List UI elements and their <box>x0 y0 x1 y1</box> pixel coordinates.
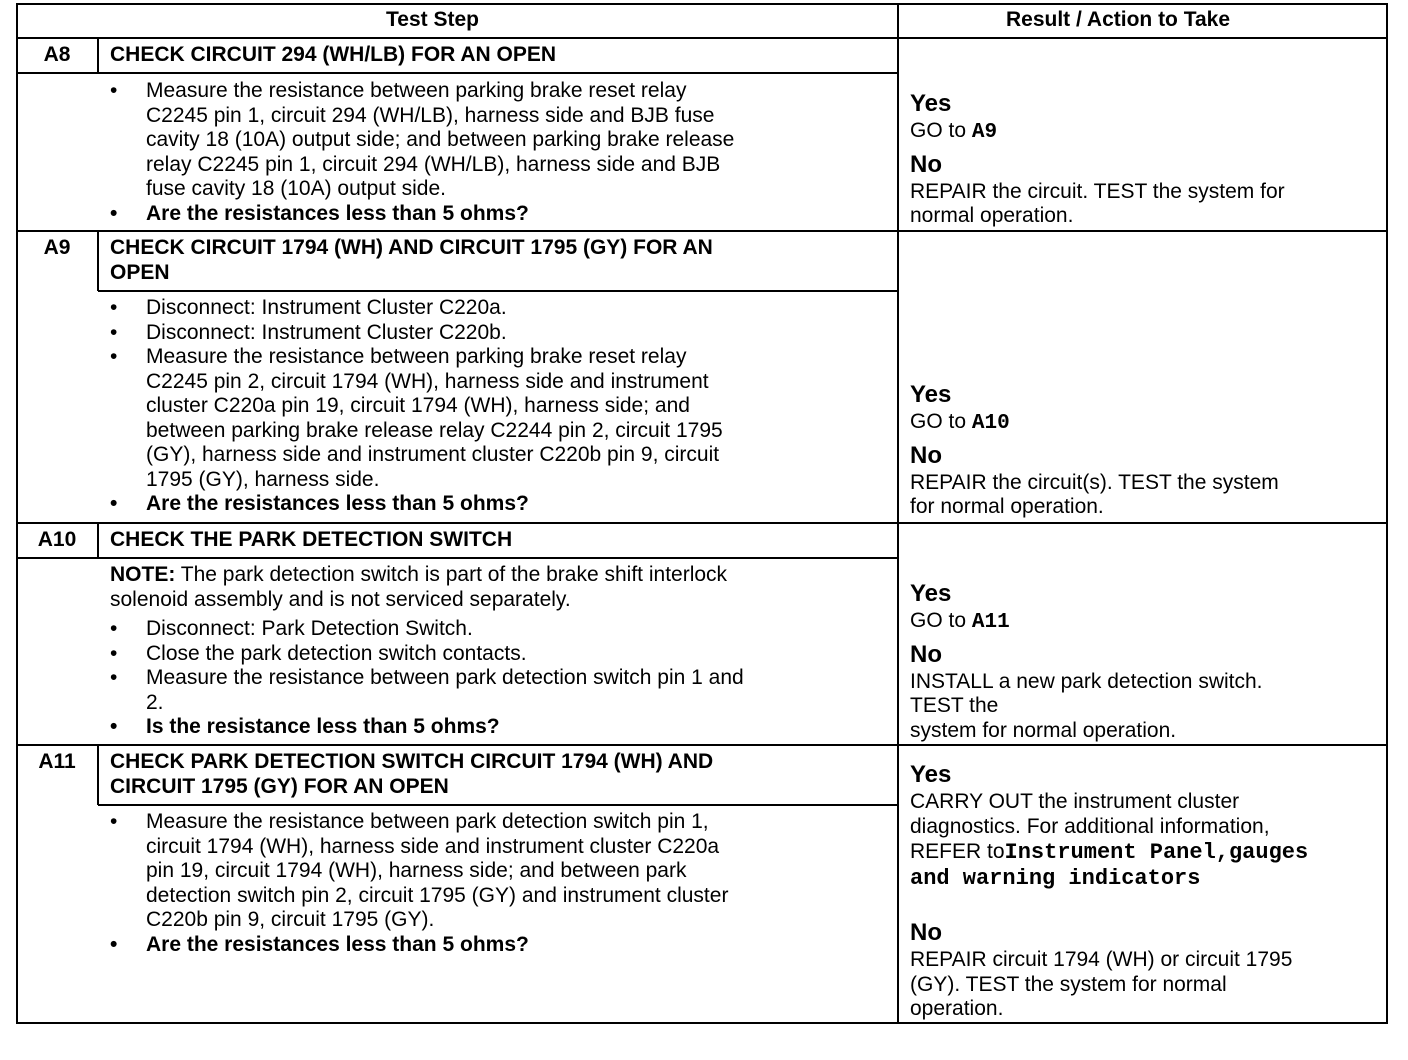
instruction-line: • Measure the resistance between parking brake reset relay <box>146 345 687 368</box>
question-item: • Are the resistances less than 5 ohms? <box>110 933 728 958</box>
reference-link-continued[interactable]: and warning indicators <box>910 866 1201 891</box>
instruction-line: • Measure the resistance between park detection switch pin 1, <box>146 810 709 833</box>
instruction-line: cavity 18 (10A) output side; and between parking brake release <box>146 128 735 151</box>
instruction-line: 1795 (GY), harness side. <box>146 467 380 491</box>
step-instructions-a10 <box>110 617 744 740</box>
yes-label: Yes <box>910 761 952 788</box>
no-label: No <box>910 441 942 469</box>
goto-step-link[interactable]: A11 <box>971 611 1010 634</box>
no-action-line: REPAIR the circuit. TEST the system for <box>910 179 1285 203</box>
instruction-line: C220b pin 9, circuit 1795 (GY). <box>146 908 435 931</box>
step-title-a10: CHECK THE PARK DETECTION SWITCH <box>110 528 513 551</box>
instruction-line: C2245 pin 2, circuit 1794 (WH), harness side and instrument <box>146 369 709 393</box>
no-label: No <box>910 150 942 178</box>
yes-action: GO to A11 <box>910 609 1010 634</box>
instruction-item <box>110 79 734 202</box>
note-label: NOTE: <box>110 563 176 586</box>
result-a8 <box>910 89 1285 229</box>
yes-label: Yes <box>910 381 952 408</box>
instruction-line: 2. <box>146 690 164 714</box>
step-id-a9: A9 <box>43 236 71 259</box>
step-instructions-a8 <box>110 79 734 226</box>
goto-step-link[interactable]: A9 <box>971 121 998 144</box>
no-action-line: REPAIR circuit 1794 (WH) or circuit 1795 <box>910 948 1293 971</box>
step-id-a10: A10 <box>37 528 77 551</box>
instruction-item <box>110 345 723 492</box>
instruction-item: • Disconnect: Instrument Cluster C220b. <box>110 321 723 346</box>
instruction-item: • Disconnect: Park Detection Switch. <box>110 617 744 642</box>
instruction-line: pin 19, circuit 1794 (WH), harness side; and between park <box>146 859 687 882</box>
instruction-line: C2245 pin 1, circuit 294 (WH/LB), harness side and BJB fuse <box>146 103 715 127</box>
instruction-line: detection switch pin 2, circuit 1795 (GY) and instrument cluster <box>146 883 729 907</box>
question-item: • Are the resistances less than 5 ohms? <box>110 202 734 227</box>
no-label: No <box>910 640 942 668</box>
instruction-item: • Disconnect: Instrument Cluster C220a. <box>110 296 723 321</box>
question-item: • Is the resistance less than 5 ohms? <box>110 715 744 740</box>
step-instructions-a11 <box>110 810 728 957</box>
header-test-step: Test Step <box>386 8 479 31</box>
instruction-item <box>110 810 728 933</box>
refer-line: REFER toInstrument Panel,gauges <box>910 840 1309 865</box>
title-line: OPEN <box>110 260 170 284</box>
note-line: NOTE: The park detection switch is part of the brake shift interlock <box>110 563 728 586</box>
instruction-item <box>110 666 744 715</box>
no-action-line: INSTALL a new park detection switch. <box>910 669 1263 693</box>
yes-action: GO to A9 <box>910 119 998 144</box>
reference-link[interactable]: Instrument Panel,gauges <box>1004 840 1309 865</box>
no-action-line: operation. <box>910 997 1004 1020</box>
instruction-line: (GY), harness side and instrument cluster C220b pin 9, circuit <box>146 443 720 466</box>
diagnostic-test-table <box>16 3 1388 1024</box>
no-label: No <box>910 919 942 946</box>
title-line: CHECK PARK DETECTION SWITCH CIRCUIT 1794 (WH) AND <box>110 750 714 773</box>
step-note-a10 <box>110 563 727 612</box>
question-item: • Are the resistances less than 5 ohms? <box>110 492 723 517</box>
step-instructions-a9 <box>110 296 723 517</box>
instruction-line: cluster C220a pin 19, circuit 1794 (WH), harness side; and <box>146 394 690 417</box>
step-title-a11 <box>110 750 713 799</box>
no-action-line: TEST the <box>910 694 999 717</box>
step-id-a11: A11 <box>38 750 76 773</box>
no-action-line: normal operation. <box>910 204 1074 227</box>
no-action-line: system for normal operation. <box>910 718 1177 742</box>
instruction-line: fuse cavity 18 (10A) output side. <box>146 177 446 200</box>
header-result-action: Result / Action to Take <box>1006 8 1231 31</box>
instruction-line: relay C2245 pin 1, circuit 294 (WH/LB), harness side and BJB <box>146 152 721 176</box>
result-a9 <box>910 380 1279 520</box>
instruction-line: • Measure the resistance between parking brake reset relay <box>146 79 687 102</box>
title-line: CIRCUIT 1795 (GY) FOR AN OPEN <box>110 774 449 798</box>
yes-label: Yes <box>910 580 952 607</box>
step-id-a8: A8 <box>43 43 71 66</box>
note-line: solenoid assembly and is not serviced separately. <box>110 587 571 611</box>
no-action-line: (GY). TEST the system for normal <box>910 972 1227 996</box>
yes-action: GO to A10 <box>910 410 1010 435</box>
step-title-a8: CHECK CIRCUIT 294 (WH/LB) FOR AN OPEN <box>110 43 557 66</box>
instruction-line: between parking brake release relay C2244 pin 2, circuit 1795 <box>146 418 723 442</box>
goto-step-link[interactable]: A10 <box>971 412 1010 435</box>
no-action-line: for normal operation. <box>910 495 1104 518</box>
yes-label: Yes <box>910 90 952 117</box>
step-title-a9 <box>110 236 713 285</box>
no-action-line: REPAIR the circuit(s). TEST the system <box>910 470 1279 494</box>
yes-action-line: diagnostics. For additional information, <box>910 814 1270 838</box>
title-line: CHECK CIRCUIT 1794 (WH) AND CIRCUIT 1795 (GY) FOR AN <box>110 236 713 259</box>
result-a11 <box>910 760 1308 1022</box>
instruction-item: • Close the park detection switch contacts. <box>110 642 744 667</box>
result-a10 <box>910 579 1263 743</box>
instruction-line: circuit 1794 (WH), harness side and instrument cluster C220a <box>146 834 720 858</box>
instruction-line: • Measure the resistance between park detection switch pin 1 and <box>146 666 744 689</box>
yes-action-line: CARRY OUT the instrument cluster <box>910 790 1240 813</box>
